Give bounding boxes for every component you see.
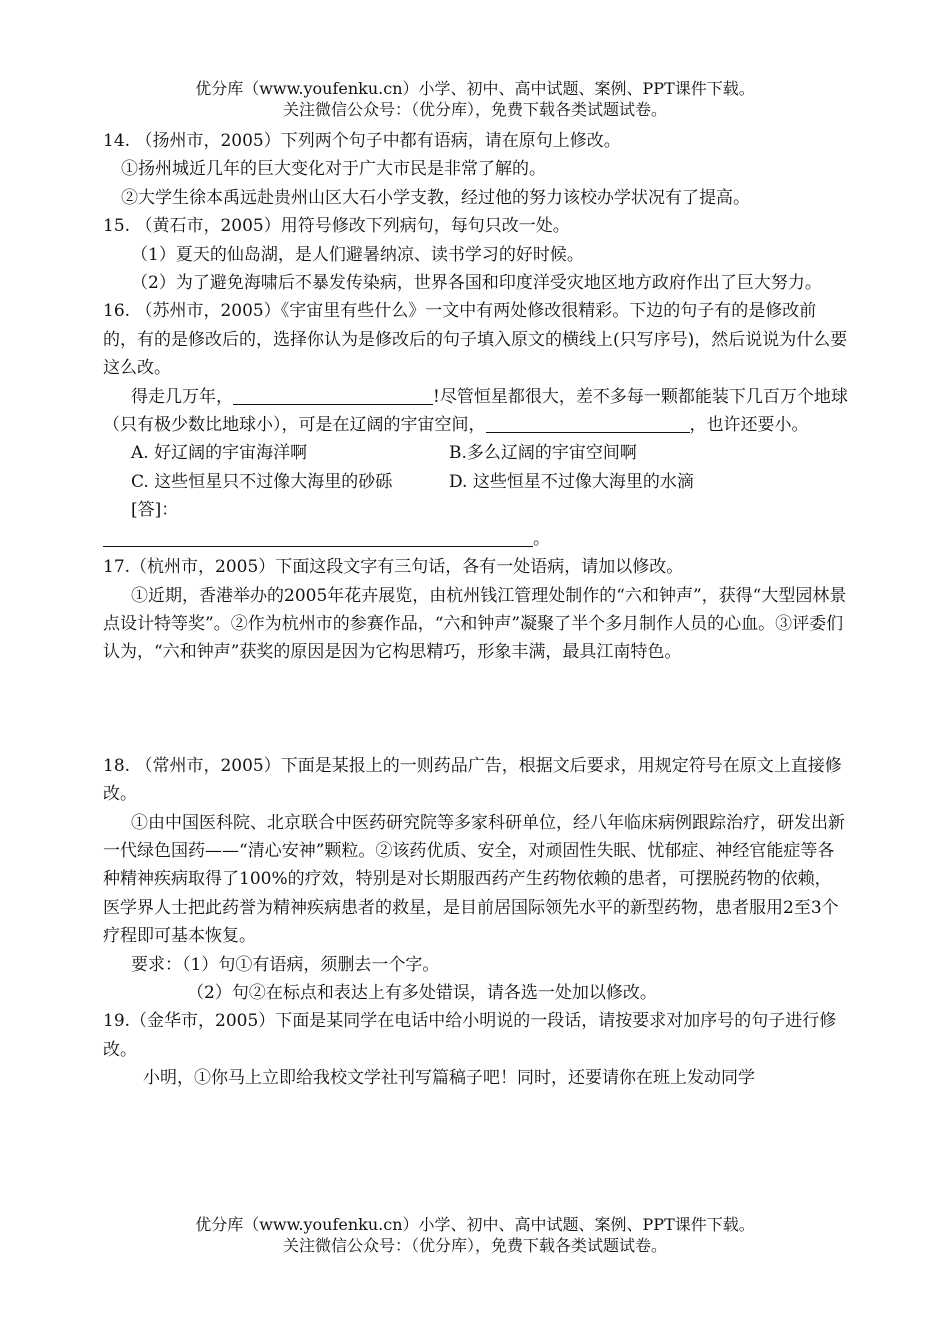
q16-options-row-1 [103, 439, 848, 467]
q17-passage: ①近期，香港举办的2005年花卉展览，由杭州钱江管理处制作的“六和钟声”，获得“大型园林景点设计特等奖”。②作为杭州市的参赛作品，“六和钟声”凝聚了半个多月制作人员的心血。③评委们认为，“六和钟声”获奖的原因是因为它构思精巧，形象丰满，最具江南特色。 [103, 585, 847, 663]
footer-line-1: 优分库（www.youfenku.cn）小学、初中、高中试题、案例、PPT课件下载。 [195, 1215, 755, 1234]
q16-passage-part-b: !尽管恒星都很大，差不多每一颗都能装下几百万个地球（只有极少数比地球小），可是在辽阔的宇宙空间， [103, 386, 848, 436]
document-body [103, 127, 848, 1093]
q18-requirement-2: （2）句②在标点和表达上有多处错误，请各选一处加以修改。 [187, 982, 657, 1003]
q18-passage: ①由中国医科院、北京联合中医药研究院等多家科研单位，经八年临床病例跟踪治疗，研发出新一代绿色国药——“清心安神”颗粒。②该药优质、安全，对顽固性失眠、忧郁症、神经官能症等各种精神疾病取得了100%的疗效，特别是对长期服西药产生药物依赖的患者，可摆脱药物的依赖，医学界人士把此药誉为精神疾病患者的救星，是目前居国际领先水平的新型药物，患者服用2至3个疗程即可基本恢复。 [103, 812, 845, 947]
q16-answer-end: 。 [533, 528, 550, 549]
q16-stem: 16. （苏州市，2005）《宇宙里有些什么》一文中有两处修改很精彩。下边的句子有的是修改前的，有的是修改后的，选择你认为是修改后的句子填入原文的横线上(只写序号)，然后说说为什么要这么改。 [103, 301, 848, 379]
q17-stem: 17.（杭州市，2005）下面这段文字有三句话，各有一处语病，请加以修改。 [103, 557, 684, 578]
q15-sentence-1: （1）夏天的仙岛湖，是人们避暑纳凉、读书学习的好时候。 [131, 244, 584, 265]
q16-option-b: B.多么辽阔的宇宙空间啊 [449, 443, 637, 464]
header-line-1: 优分库（www.youfenku.cn）小学、初中、高中试题、案例、PPT课件下载。 [195, 79, 755, 98]
q16-option-d: D. 这些恒星不过像大海里的水滴 [449, 471, 694, 492]
q19-passage: 小明，①你马上立即给我校文学社刊写篇稿子吧！同时，还要请你在班上发动同学 [143, 1068, 755, 1089]
q18-requirement-1: 要求：（1）句①有语病，须删去一个字。 [131, 954, 440, 975]
q14-sentence-2: ②大学生徐本禹远赴贵州山区大石小学支教，经过他的努力该校办学状况有了提高。 [121, 187, 750, 208]
page-footer [0, 1214, 950, 1256]
q16-blank-2[interactable] [486, 414, 690, 433]
q16-passage-part-a: 得走几万年， [131, 386, 233, 407]
q16-options-row-2 [103, 468, 848, 496]
q15-sentence-2: （2）为了避免海啸后不暴发传染病，世界各国和印度洋受灾地区地方政府作出了巨大努力。 [131, 273, 822, 294]
q16-blank-1[interactable] [233, 386, 433, 405]
q16-passage-part-c: ，也许还要小。 [689, 415, 809, 436]
q14-sentence-1: ①扬州城近几年的巨大变化对于广大市民是非常了解的。 [121, 159, 546, 180]
answer-space [103, 667, 848, 752]
q16-option-a: A. 好辽阔的宇宙海洋啊 [131, 443, 308, 464]
q16-answer-line [103, 525, 848, 553]
q14-stem: 14. （扬州市，2005）下列两个句子中都有语病，请在原句上修改。 [103, 131, 621, 151]
page-header [0, 78, 950, 120]
header-line-2: 关注微信公众号：（优分库），免费下载各类试题试卷。 [282, 100, 667, 119]
q18-stem: 18. （常州市，2005）下面是某报上的一则药品广告，根据文后要求，用规定符号在原文上直接修改。 [103, 755, 842, 805]
q15-stem: 15. （黄石市，2005）用符号修改下列病句，每句只改一处。 [103, 216, 570, 237]
q16-answer-label: [答]： [131, 500, 179, 521]
q19-stem: 19.（金华市，2005）下面是某同学在电话中给小明说的一段话，请按要求对加序号的句子进行修改。 [103, 1011, 837, 1060]
q16-option-c: C. 这些恒星只不过像大海里的砂砾 [131, 471, 393, 492]
q16-passage [103, 383, 848, 440]
footer-line-2: 关注微信公众号：（优分库），免费下载各类试题试卷。 [282, 1236, 667, 1255]
q16-answer-blank[interactable] [103, 528, 533, 547]
